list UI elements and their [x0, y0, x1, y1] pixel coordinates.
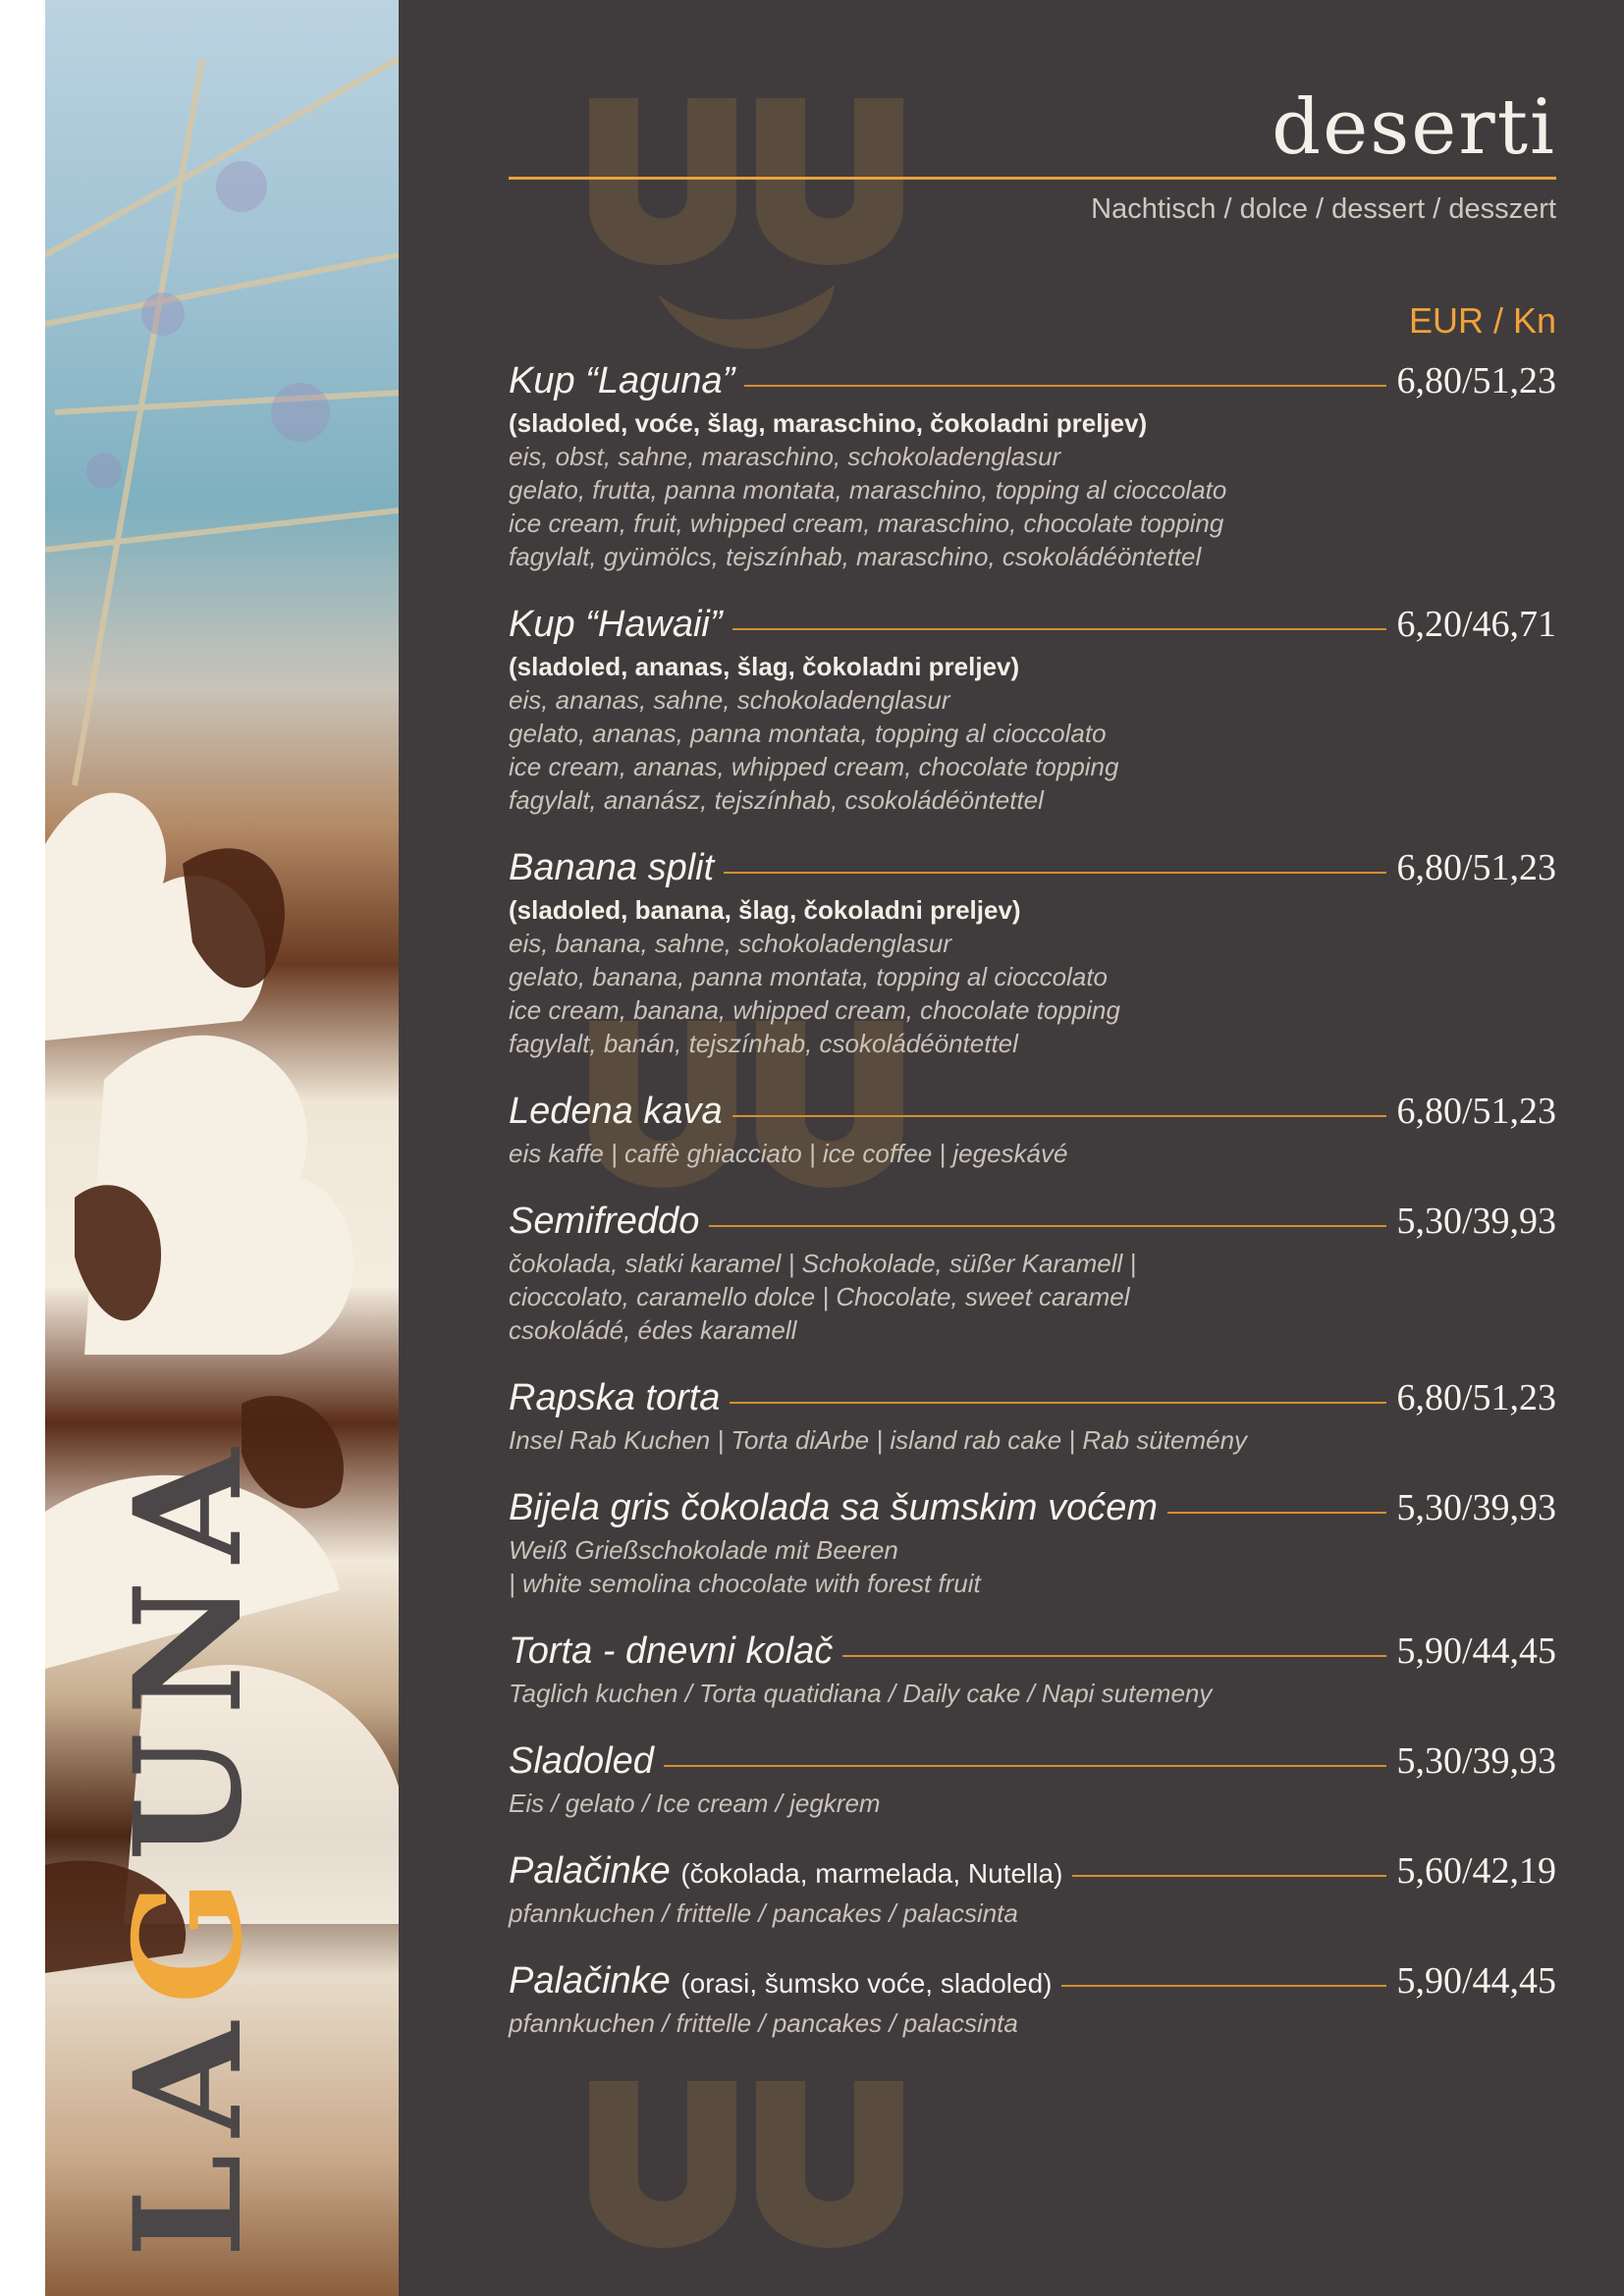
menu-item-name: [509, 604, 723, 646]
menu-item: [509, 1200, 1556, 1347]
menu-item-translation: Weiß Grießschokolade mit Beeren: [509, 1535, 898, 1565]
menu-header: [509, 79, 1556, 226]
menu-item: [509, 1486, 1556, 1600]
menu-item: [509, 1959, 1556, 2040]
price-leader-line: [732, 628, 1387, 630]
menu-item-name: [509, 1487, 1158, 1529]
menu-item-ingredients: (sladoled, voće, šlag, maraschino, čokoladni preljev): [509, 408, 1148, 438]
menu-item-translation: pfannkuchen / frittelle / pancakes / palacsinta: [509, 2008, 1018, 2038]
menu-item: [509, 1849, 1556, 1930]
menu-item-name-text: Palačinke: [509, 1960, 671, 2002]
title-divider: [509, 177, 1556, 180]
menu-item-note: (orasi, šumsko voće, sladoled): [680, 1968, 1053, 1999]
menu-list: [509, 359, 1556, 2069]
menu-item-name-text: Sladoled: [509, 1740, 654, 1782]
menu-item-translation: fagylalt, ananász, tejszínhab, csokoládéöntettel: [509, 785, 1044, 815]
price-leader-line: [730, 1402, 1386, 1404]
price-leader-line: [709, 1225, 1386, 1227]
menu-item-price: 6,80/51,23: [1396, 1091, 1556, 1132]
menu-item-name: [509, 1960, 1052, 2002]
menu-item-header: [509, 1849, 1556, 1896]
price-leader-line: [1072, 1875, 1386, 1877]
menu-item-translation: eis, ananas, sahne, schokoladenglasur: [509, 685, 950, 715]
brand-letter: A: [102, 2004, 275, 2137]
menu-item-ingredients: (sladoled, banana, šlag, čokoladni preljev): [509, 895, 1021, 925]
menu-item: [509, 359, 1556, 573]
menu-item-translation: pfannkuchen / frittelle / pancakes / palacsinta: [509, 1898, 1018, 1928]
menu-item-name-text: Banana split: [509, 847, 715, 888]
menu-item-translation: čokolada, slatki karamel | Schokolade, süßer Karamell |: [509, 1249, 1137, 1278]
menu-item-header: [509, 603, 1556, 650]
menu-item-translation: ice cream, banana, whipped cream, chocolate topping: [509, 995, 1120, 1025]
price-leader-line: [1167, 1512, 1386, 1514]
menu-item-header: [509, 1739, 1556, 1787]
menu-item-name-text: Rapska torta: [509, 1377, 721, 1418]
page-title: deserti: [1272, 83, 1556, 172]
menu-item-translation: cioccolato, caramello dolce | Chocolate, sweet caramel: [509, 1282, 1130, 1311]
price-leader-line: [724, 872, 1386, 874]
menu-item: [509, 1739, 1556, 1820]
menu-item-price: 5,90/44,45: [1396, 1960, 1556, 2002]
menu-item-header: [509, 1959, 1556, 2006]
menu-item-translation: gelato, frutta, panna montata, maraschino, topping al cioccolato: [509, 475, 1227, 505]
menu-item: [509, 1376, 1556, 1457]
menu-item-translation: gelato, ananas, panna montata, topping al cioccolato: [509, 719, 1107, 748]
menu-item: [509, 1090, 1556, 1170]
menu-item-translation: eis kaffe | caffè ghiacciato | ice coffee | jegeskávé: [509, 1139, 1068, 1168]
menu-item-note: (čokolada, marmelada, Nutella): [680, 1858, 1063, 1889]
menu-item-translation: Eis / gelato / Ice cream / jegkrem: [509, 1789, 881, 1818]
menu-item-name: [509, 360, 734, 402]
brand-letter: N: [102, 1563, 275, 1716]
menu-item-translation: Taglich kuchen / Torta quatidiana / Daily cake / Napi sutemeny: [509, 1679, 1213, 1708]
menu-item-name-text: Ledena kava: [509, 1091, 723, 1132]
menu-item-header: [509, 1376, 1556, 1423]
menu-item: [509, 603, 1556, 817]
menu-item-price: 6,80/51,23: [1396, 847, 1556, 888]
menu-item-price: 5,90/44,45: [1396, 1630, 1556, 1672]
menu-item-translation: ice cream, ananas, whipped cream, chocolate topping: [509, 752, 1119, 781]
price-leader-line: [744, 385, 1386, 387]
menu-item-header: [509, 846, 1556, 893]
menu-item-name-text: Kup “Hawaii”: [509, 604, 723, 645]
price-leader-line: [664, 1765, 1387, 1767]
menu-item-name: [509, 847, 714, 889]
menu-item-price: 6,20/46,71: [1396, 604, 1556, 645]
menu-item-name-text: Kup “Laguna”: [509, 360, 735, 401]
price-leader-line: [842, 1655, 1386, 1657]
menu-item-translation: ice cream, fruit, whipped cream, maraschino, chocolate topping: [509, 508, 1224, 538]
menu-item-header: [509, 1090, 1556, 1137]
menu-item-price: 6,80/51,23: [1396, 1377, 1556, 1418]
menu-item-translation: gelato, banana, panna montata, topping al cioccolato: [509, 962, 1109, 991]
brand-letter: U: [102, 1715, 275, 1862]
menu-item-translation: fagylalt, gyümölcs, tejszínhab, maraschino, csokoládéöntettel: [509, 542, 1202, 571]
menu-item-name-text: Bijela gris čokolada sa šumskim voćem: [509, 1487, 1159, 1528]
menu-item-name-text: Torta - dnevni kolač: [509, 1630, 834, 1672]
brand-logo: [90, 1276, 287, 2258]
price-leader-line: [1061, 1985, 1386, 1987]
menu-item-ingredients: (sladoled, ananas, šlag, čokoladni preljev): [509, 652, 1020, 681]
brand-letter: A: [102, 1430, 275, 1564]
menu-item: [509, 1629, 1556, 1710]
menu-item-translation: csokoládé, édes karamell: [509, 1315, 797, 1345]
menu-item-header: [509, 359, 1556, 406]
menu-item-translation: eis, obst, sahne, maraschino, schokoladenglasur: [509, 442, 1061, 471]
menu-item-price: 5,30/39,93: [1396, 1740, 1556, 1782]
menu-item-header: [509, 1629, 1556, 1677]
menu-item-name: [509, 1377, 720, 1419]
page-margin: [0, 0, 45, 2296]
menu-item-price: 5,60/42,19: [1396, 1850, 1556, 1892]
menu-item: [509, 846, 1556, 1060]
menu-item-translation: Insel Rab Kuchen | Torta diArbe | island rab cake | Rab sütemény: [509, 1425, 1248, 1455]
menu-item-price: 5,30/39,93: [1396, 1487, 1556, 1528]
menu-item-name-text: Palačinke: [509, 1850, 671, 1892]
menu-item-price: 6,80/51,23: [1396, 360, 1556, 401]
brand-letter-accent: G: [102, 1861, 275, 2005]
menu-item-name: [509, 1091, 723, 1133]
menu-item-price: 5,30/39,93: [1396, 1201, 1556, 1242]
menu-item-name: [509, 1740, 654, 1783]
menu-item-header: [509, 1200, 1556, 1247]
menu-item-header: [509, 1486, 1556, 1533]
menu-item-translation: eis, banana, sahne, schokoladenglasur: [509, 929, 951, 958]
menu-item-name-text: Semifreddo: [509, 1201, 700, 1242]
menu-item-name: [509, 1630, 833, 1673]
brand-letter: L: [102, 2136, 275, 2258]
menu-item-translation: fagylalt, banán, tejszínhab, csokoládéöntettel: [509, 1029, 1018, 1058]
currency-label: EUR / Kn: [1408, 300, 1556, 341]
price-leader-line: [732, 1115, 1387, 1117]
menu-item-name: [509, 1201, 699, 1243]
menu-item-translation: | white semolina chocolate with forest fruit: [509, 1569, 981, 1598]
page-subtitle: Nachtisch / dolce / dessert / desszert: [1091, 193, 1556, 225]
menu-item-name: [509, 1850, 1062, 1893]
